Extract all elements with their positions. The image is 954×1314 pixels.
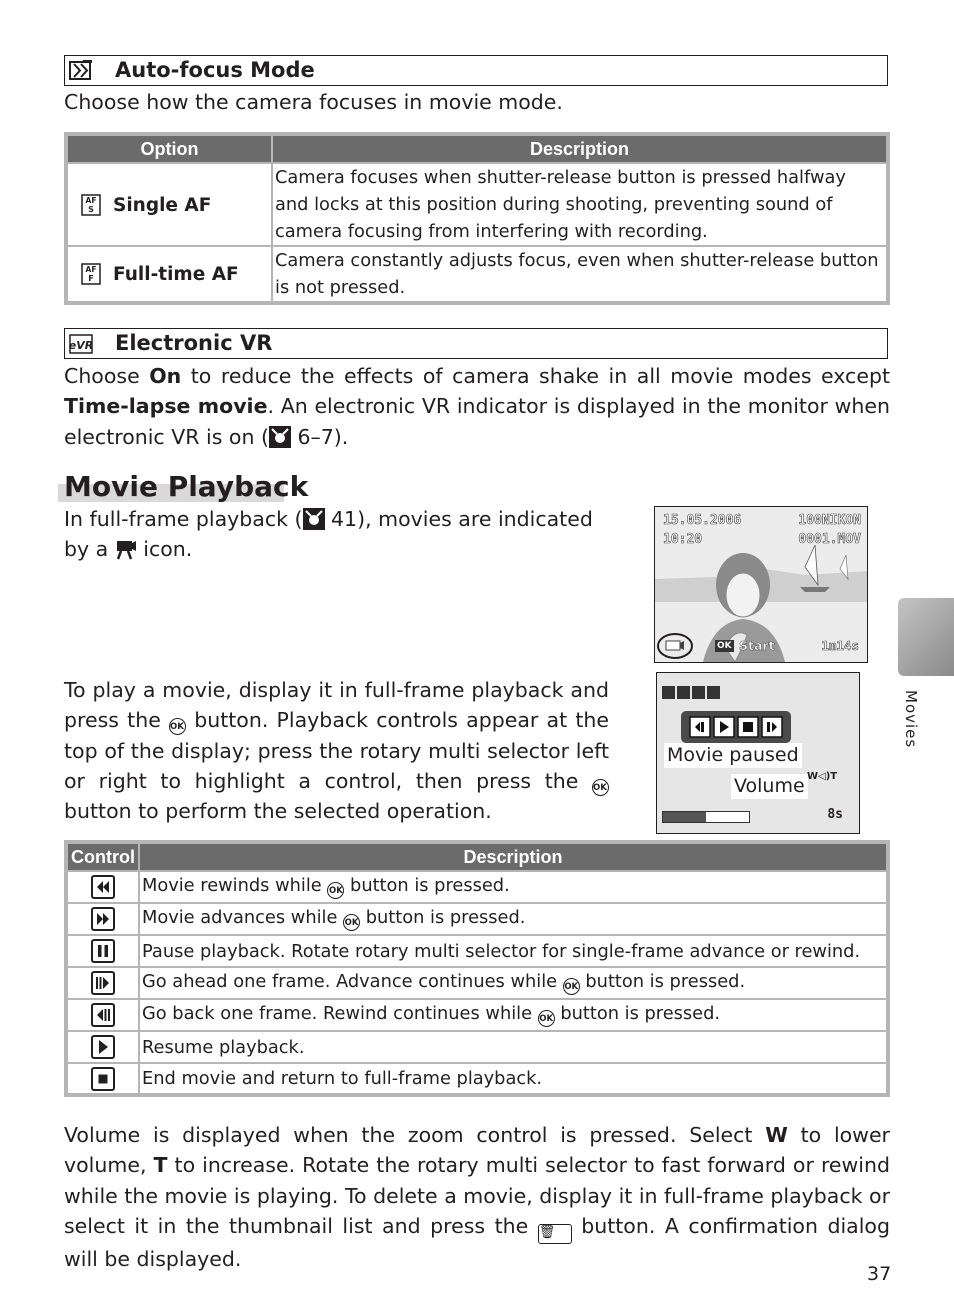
vr-text: Choose bbox=[64, 364, 150, 388]
svg-text:F: F bbox=[88, 274, 94, 283]
playback-text: button. Playback controls appear at the top of the display; press the rotary multi selector left or right to highlight a control, then press the bbox=[64, 708, 610, 793]
autofocus-heading bbox=[64, 55, 888, 86]
volume-indicator-icon: W◁)T bbox=[807, 771, 838, 782]
option-cell bbox=[66, 246, 272, 303]
vr-paragraph bbox=[64, 361, 890, 452]
stop-icon bbox=[91, 1067, 115, 1091]
playback-text: icon. bbox=[136, 537, 193, 562]
ok-button-icon: OK bbox=[343, 914, 360, 931]
volume-label: Volume bbox=[731, 774, 808, 799]
table-row bbox=[66, 1031, 888, 1063]
screen2-remaining: 8s bbox=[827, 807, 843, 822]
description-cell: Camera focuses when shutter-release button is pressed halfway and locks at this position during shooting, preventing sound of camera focusing from interfering with recording. bbox=[272, 163, 888, 246]
table-header-option: Option bbox=[66, 134, 272, 163]
playback-controls-icon bbox=[689, 716, 783, 738]
table-row bbox=[66, 903, 888, 935]
playback-screen-full-frame bbox=[654, 506, 868, 663]
frame-rewind-icon bbox=[91, 1003, 115, 1027]
table-header-description: Description bbox=[272, 134, 888, 163]
option-label: Single AF bbox=[113, 194, 212, 216]
vr-text: to reduce the effects of camera shake in all movie modes except bbox=[181, 364, 890, 388]
delete-button-icon: 🗑 bbox=[538, 1224, 572, 1244]
movie-playback-heading: Movie Playback bbox=[64, 470, 309, 503]
w-key: W bbox=[765, 1123, 788, 1147]
volume-text: button. A confirmation dialog will be displayed. bbox=[64, 1213, 890, 1271]
rewind-icon bbox=[91, 875, 115, 899]
control-description: button is pressed. bbox=[554, 1003, 721, 1024]
vr-heading bbox=[64, 328, 888, 359]
volume-paragraph bbox=[64, 1120, 890, 1274]
table-row bbox=[66, 871, 888, 903]
playback-instructions bbox=[64, 675, 609, 826]
control-description: Movie rewinds while bbox=[142, 875, 328, 896]
electronic-vr-icon bbox=[68, 332, 94, 356]
ok-button-icon: OK bbox=[538, 1010, 555, 1027]
vr-text: 6–7). bbox=[290, 424, 349, 449]
svg-text:AF: AF bbox=[85, 265, 97, 274]
screen1-time: 10:20 bbox=[663, 532, 703, 547]
autofocus-title: Auto-focus Mode bbox=[115, 58, 315, 82]
playback-text: 41), movies are indicated by a bbox=[64, 507, 593, 562]
page-reference-icon bbox=[269, 426, 291, 448]
description-cell bbox=[139, 871, 888, 903]
movie-indicator-icon bbox=[655, 631, 695, 661]
table-header-control: Control bbox=[66, 842, 139, 871]
single-af-icon bbox=[81, 194, 101, 216]
table-header-description: Description bbox=[139, 842, 888, 871]
description-cell: End movie and return to full-frame playback. bbox=[139, 1063, 888, 1095]
volume-text: to increase. Rotate the rotary multi selector to fast forward or rewind while the movie is playing. To delete a movie, display it in full-frame playback or select it in the thumbnail list and press the bbox=[64, 1153, 890, 1238]
autofocus-mode-icon bbox=[68, 59, 94, 83]
control-description: Go back one frame. Rewind continues while bbox=[142, 1003, 538, 1024]
playback-text: In full-frame playback ( bbox=[64, 507, 303, 531]
description-cell: Resume playback. bbox=[139, 1031, 888, 1063]
vr-timelapse-keyword: Time-lapse movie bbox=[64, 394, 268, 419]
progress-bar-fill bbox=[663, 812, 706, 822]
description-cell: Camera constantly adjusts focus, even when shutter-release button is not pressed. bbox=[272, 246, 888, 303]
ok-button-icon: OK bbox=[592, 779, 609, 796]
control-cell bbox=[66, 999, 139, 1031]
svg-text:eVR: eVR bbox=[68, 339, 94, 352]
vr-text: . An electronic VR indicator is displayed in the monitor when electronic VR is on ( bbox=[64, 394, 890, 449]
pause-icon bbox=[91, 939, 115, 963]
page-reference-icon bbox=[303, 508, 325, 530]
screen1-folder: 100NIKON bbox=[798, 513, 861, 528]
side-tab-gray bbox=[898, 598, 954, 676]
full-time-af-icon bbox=[81, 263, 101, 285]
control-cell bbox=[66, 935, 139, 967]
control-description: button is pressed. bbox=[360, 907, 526, 928]
table-row bbox=[66, 163, 888, 246]
fast-forward-icon bbox=[91, 907, 115, 931]
side-tab-label: Movies bbox=[902, 690, 920, 749]
ok-button-icon: OK bbox=[563, 978, 580, 995]
playback-intro bbox=[64, 504, 614, 565]
page-number: 37 bbox=[867, 1263, 892, 1285]
mini-controls-icon bbox=[661, 685, 725, 701]
control-description: Go ahead one frame. Advance continues while bbox=[142, 971, 563, 992]
option-label: Full-time AF bbox=[113, 264, 239, 285]
controls-table bbox=[64, 840, 890, 1097]
control-description: button is pressed. bbox=[344, 875, 510, 896]
screen1-duration: 1m14s bbox=[821, 638, 859, 653]
autofocus-table bbox=[64, 132, 890, 305]
table-row bbox=[66, 967, 888, 999]
table-row bbox=[66, 246, 888, 303]
description-cell bbox=[139, 903, 888, 935]
frame-advance-icon bbox=[91, 971, 115, 995]
control-description: button is pressed. bbox=[579, 971, 746, 992]
description-cell: Pause playback. Rotate rotary multi selector for single-frame advance or rewind. bbox=[139, 935, 888, 967]
vr-on-keyword: On bbox=[149, 364, 182, 388]
playback-screen-paused bbox=[656, 672, 860, 834]
progress-bar bbox=[662, 811, 750, 823]
t-key: T bbox=[153, 1153, 168, 1178]
movie-camera-icon bbox=[115, 538, 137, 560]
volume-text: to lower volume, bbox=[64, 1123, 890, 1178]
description-cell bbox=[139, 999, 888, 1031]
play-icon bbox=[91, 1035, 115, 1059]
ok-button-icon: OK bbox=[327, 882, 344, 899]
svg-text:S: S bbox=[88, 204, 94, 214]
vr-title: Electronic VR bbox=[115, 331, 273, 355]
table-row bbox=[66, 999, 888, 1031]
screen1-start-label: Start bbox=[739, 638, 775, 653]
screen1-filename: 0001.MOV bbox=[798, 532, 861, 547]
movie-paused-label: Movie paused bbox=[664, 743, 802, 768]
screen1-date: 15.05.2006 bbox=[663, 513, 742, 528]
option-cell bbox=[66, 163, 272, 246]
ok-button-icon: OK bbox=[169, 718, 186, 735]
control-description: Movie advances while bbox=[142, 907, 344, 928]
playback-text: To play a movie, display it in full-frame playback and press the bbox=[64, 678, 609, 733]
control-cell bbox=[66, 967, 139, 999]
control-cell bbox=[66, 1031, 139, 1063]
control-cell bbox=[66, 1063, 139, 1095]
autofocus-intro: Choose how the camera focuses in movie mode. bbox=[64, 90, 563, 114]
table-row bbox=[66, 935, 888, 967]
playback-text: button to perform the selected operation. bbox=[64, 799, 492, 824]
volume-text: Volume is displayed when the zoom control is pressed. Select bbox=[64, 1123, 766, 1147]
control-cell bbox=[66, 871, 139, 903]
control-cell bbox=[66, 903, 139, 935]
description-cell bbox=[139, 967, 888, 999]
screen1-ok-badge: OK bbox=[717, 641, 732, 651]
svg-text:AF: AF bbox=[85, 195, 97, 205]
table-row bbox=[66, 1063, 888, 1095]
